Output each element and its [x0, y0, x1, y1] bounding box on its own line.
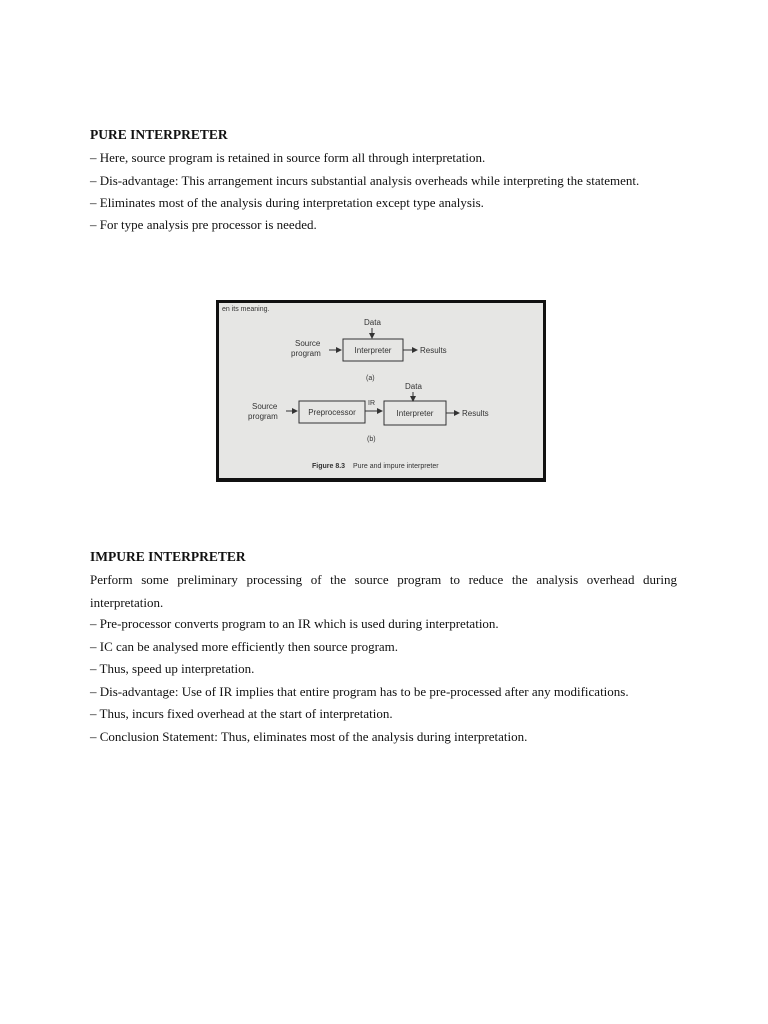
- figure-caption-label: Figure 8.3: [312, 463, 346, 470]
- impure-intro-paragraph: Perform some preliminary processing of the source program to reduce the analysis overhead during interpretation.: [90, 572, 677, 610]
- a-data-label: Data: [364, 318, 381, 327]
- a-results-label: Results: [420, 346, 447, 355]
- interpreter-figure: [216, 300, 546, 482]
- interpreter-diagram: [219, 303, 543, 478]
- b-preprocessor-label: Preprocessor: [308, 408, 356, 417]
- impure-line-4: – Dis-advantage: Use of IR implies that entire program has to be pre-processed after any modifications.: [90, 684, 629, 699]
- figure-caption-text: Pure and impure interpreter: [353, 463, 439, 470]
- pure-line-4: – For type analysis pre processor is needed.: [90, 217, 317, 232]
- pure-line-2: – Dis-advantage: This arrangement incurs substantial analysis overheads while interpreting the statement.: [90, 173, 640, 188]
- b-caption-label: (b): [367, 436, 376, 443]
- a-interpreter-label: Interpreter: [354, 346, 392, 355]
- b-ir-label: IR: [368, 400, 375, 407]
- impure-line-6: – Conclusion Statement: Thus, eliminates most of the analysis during interpretation.: [90, 729, 528, 744]
- a-source-line1: Source: [295, 339, 321, 348]
- figure-top-fragment: en its meaning.: [222, 306, 270, 313]
- pure-interpreter-heading: PURE INTERPRETER: [90, 127, 228, 142]
- impure-line-1: – Pre-processor converts program to an IR which is used during interpretation.: [90, 616, 499, 631]
- impure-line-3: – Thus, speed up interpretation.: [90, 661, 255, 676]
- a-source-line2: program: [291, 349, 321, 358]
- b-source-line2: program: [248, 412, 278, 421]
- pure-line-3: – Eliminates most of the analysis during interpretation except type analysis.: [90, 195, 484, 210]
- b-results-label: Results: [462, 409, 489, 418]
- impure-interpreter-heading: IMPURE INTERPRETER: [90, 549, 246, 564]
- impure-line-5: – Thus, incurs fixed overhead at the start of interpretation.: [90, 706, 393, 721]
- b-data-label: Data: [405, 382, 422, 391]
- b-interpreter-label: Interpreter: [396, 409, 434, 418]
- b-source-line1: Source: [252, 402, 278, 411]
- impure-line-2: – IC can be analysed more efficiently then source program.: [90, 639, 399, 654]
- a-caption-label: (a): [366, 375, 375, 382]
- pure-line-1: – Here, source program is retained in source form all through interpretation.: [90, 150, 486, 165]
